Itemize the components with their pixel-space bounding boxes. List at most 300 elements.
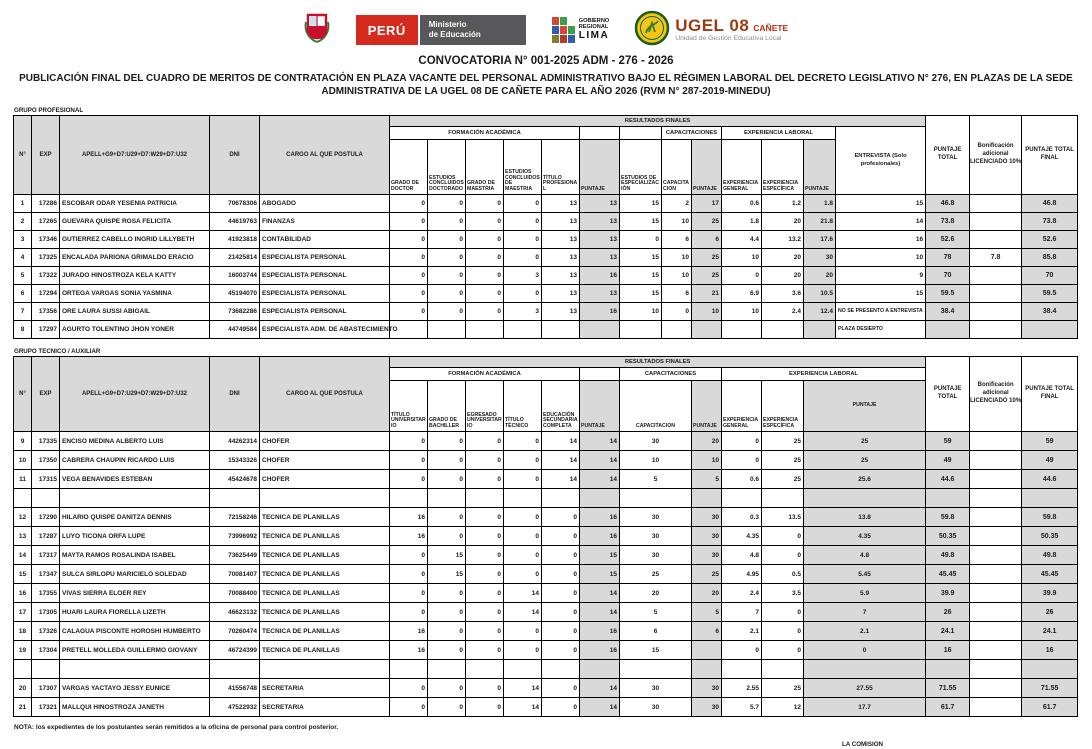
cell: 14 bbox=[504, 698, 542, 717]
cell: 0 bbox=[466, 508, 504, 527]
cell: 17350 bbox=[32, 451, 60, 470]
ugel-region: CAÑETE bbox=[753, 23, 789, 34]
caption-grupo-tecnico: GRUPO TECNICO / AUXILIAR bbox=[14, 348, 101, 355]
table-row bbox=[14, 698, 1078, 717]
cell: 72158246 bbox=[210, 508, 260, 527]
cell bbox=[580, 321, 620, 339]
cell: 16 bbox=[580, 267, 620, 285]
cell: 25 bbox=[620, 565, 692, 584]
cell: PRETELL MOLLEDA GUILLERMO GIOVANY bbox=[60, 641, 210, 660]
cell: 15 bbox=[620, 249, 662, 267]
table-row bbox=[14, 641, 1078, 660]
cell: 14 bbox=[836, 213, 926, 231]
col-header-exp: EXP bbox=[32, 116, 60, 195]
cell: 14 bbox=[504, 603, 542, 622]
cell bbox=[504, 321, 542, 339]
cell: 0 bbox=[428, 213, 466, 231]
cell: 13 bbox=[580, 249, 620, 267]
cell: 4.8 bbox=[804, 546, 926, 565]
col-header-dni: DNI bbox=[210, 116, 260, 195]
cell bbox=[260, 489, 390, 508]
cell bbox=[620, 660, 692, 679]
signature-la-comision: LA COMISION bbox=[842, 741, 884, 748]
col-header-puntaje-total: PUNTAJE TOTAL bbox=[926, 357, 970, 432]
cell: 10 bbox=[722, 249, 762, 267]
col-header-titulo-profesional: TÍTULO PROFESIONAL bbox=[542, 140, 580, 195]
cell: 0 bbox=[428, 584, 466, 603]
cell: 78 bbox=[926, 249, 970, 267]
col-header-puntaje-formacion: PUNTAJE bbox=[580, 140, 620, 195]
cell bbox=[260, 660, 390, 679]
cell: 30 bbox=[620, 546, 692, 565]
cell: 17290 bbox=[32, 508, 60, 527]
cell: 30 bbox=[620, 698, 692, 717]
cell: 0 bbox=[390, 470, 428, 489]
cell: 52.6 bbox=[926, 231, 970, 249]
cell: 0 bbox=[466, 231, 504, 249]
grl-line3: LIMA bbox=[578, 29, 610, 41]
cell: VARGAS YACTAYO JESSY EUNICE bbox=[60, 679, 210, 698]
cell bbox=[14, 660, 32, 679]
cell: 0 bbox=[504, 213, 542, 231]
cell: 10 bbox=[620, 451, 692, 470]
section-grupo-profesional bbox=[0, 107, 1092, 339]
cell: 6 bbox=[620, 622, 692, 641]
col-header-titulo-universitario: TÍTULO UNIVERSITARIO bbox=[390, 381, 428, 432]
cell bbox=[970, 546, 1022, 565]
cell: 0 bbox=[390, 679, 428, 698]
cell: 44749584 bbox=[210, 321, 260, 339]
cell bbox=[970, 285, 1022, 303]
cell: 25 bbox=[692, 213, 722, 231]
cell: 45.45 bbox=[1022, 565, 1078, 584]
col-header-n: N° bbox=[14, 116, 32, 195]
col-header-puntaje-capacitaciones: PUNTAJE bbox=[692, 140, 722, 195]
cell: 16 bbox=[580, 508, 620, 527]
cell bbox=[692, 321, 722, 339]
cell: 0 bbox=[762, 603, 804, 622]
cell: 30 bbox=[620, 679, 692, 698]
cell: 50.35 bbox=[926, 527, 970, 546]
cell: 0 bbox=[762, 527, 804, 546]
cell bbox=[428, 321, 466, 339]
cell: 70678306 bbox=[210, 195, 260, 213]
cell: 13 bbox=[542, 195, 580, 213]
cell: 0 bbox=[504, 195, 542, 213]
group-header-experiencia-laboral: EXPERIENCIA LABORAL bbox=[722, 127, 836, 140]
col-header-educacion-secundaria: EDUCACIÓN SECUNDARIA COMPLETA bbox=[542, 381, 580, 432]
cell: 4.35 bbox=[722, 527, 762, 546]
cell bbox=[926, 321, 970, 339]
cell bbox=[970, 267, 1022, 285]
col-header-experiencia-general: EXPERIENCIA GENERAL bbox=[722, 381, 762, 432]
cell bbox=[32, 489, 60, 508]
cell bbox=[580, 660, 620, 679]
cell: 30 bbox=[692, 508, 722, 527]
section-grupo-tecnico bbox=[0, 348, 1092, 717]
cell: 0 bbox=[722, 451, 762, 470]
cell bbox=[970, 565, 1022, 584]
cell bbox=[970, 622, 1022, 641]
cell: 41556748 bbox=[210, 679, 260, 698]
col-header-apellidos: APELL+G9+D7:U29+D7:W29+D7:U32 bbox=[60, 116, 210, 195]
cell: SULCA SIRLOPU MARICIELO SOLEDAD bbox=[60, 565, 210, 584]
cell: 20 bbox=[14, 679, 32, 698]
ugel-subtitle: Unidad de Gestión Educativa Local bbox=[675, 35, 782, 43]
cell: SECRETARIA bbox=[260, 679, 390, 698]
col-header-n: N° bbox=[14, 357, 32, 432]
cell: 7.8 bbox=[970, 249, 1022, 267]
cell bbox=[466, 321, 504, 339]
cell: 21.8 bbox=[804, 213, 836, 231]
cell: 0 bbox=[390, 432, 428, 451]
cell bbox=[692, 489, 722, 508]
ministerio-educacion-block bbox=[420, 15, 526, 45]
cell: 0 bbox=[466, 622, 504, 641]
group-header-resultados-finales: RESULTADOS FINALES bbox=[390, 357, 926, 368]
cell: 25 bbox=[762, 451, 804, 470]
cell bbox=[804, 321, 836, 339]
peru-flag-block: PERÚ bbox=[356, 15, 418, 45]
cell: 3.6 bbox=[762, 285, 804, 303]
cell: 0 bbox=[542, 508, 580, 527]
cell: 0 bbox=[466, 679, 504, 698]
grl-mosaic-icon bbox=[552, 17, 575, 43]
grl-line1: GOBIERNO bbox=[578, 18, 610, 25]
cell: 15 bbox=[580, 565, 620, 584]
cell: 0 bbox=[466, 641, 504, 660]
cell: 8 bbox=[14, 321, 32, 339]
col-header-egresado-universitario: EGRESADO UNIVERSITARIO bbox=[466, 381, 504, 432]
cell: 14 bbox=[580, 470, 620, 489]
cell: 0 bbox=[466, 249, 504, 267]
group-header-experiencia-laboral: EXPERIENCIA LABORAL bbox=[722, 368, 926, 381]
col-header-puntaje-experiencia: PUNTAJE bbox=[804, 140, 836, 195]
cell: 24.1 bbox=[1022, 622, 1078, 641]
cell: 1.8 bbox=[804, 195, 836, 213]
cell bbox=[428, 489, 466, 508]
cell: 46724399 bbox=[210, 641, 260, 660]
cell: 46.8 bbox=[1022, 195, 1078, 213]
cell: 14 bbox=[542, 470, 580, 489]
table-row bbox=[14, 584, 1078, 603]
cell: CHOFER bbox=[260, 451, 390, 470]
cell: TECNICA DE PLANILLAS bbox=[260, 527, 390, 546]
cell: 0 bbox=[428, 303, 466, 321]
cell: 0 bbox=[504, 451, 542, 470]
cell: 15 bbox=[620, 641, 692, 660]
cell: 13 bbox=[542, 303, 580, 321]
cell: 0 bbox=[762, 622, 804, 641]
cell: 30 bbox=[804, 249, 836, 267]
cell bbox=[390, 660, 428, 679]
col-header-puntaje-total-final: PUNTAJE TOTAL FINAL bbox=[1022, 357, 1078, 432]
cell: 10 bbox=[14, 451, 32, 470]
cell: 70 bbox=[926, 267, 970, 285]
cell: 61.7 bbox=[926, 698, 970, 717]
spacer-row bbox=[14, 489, 1078, 508]
cell: 0 bbox=[428, 508, 466, 527]
cell: 5 bbox=[620, 603, 692, 622]
cell: 2.55 bbox=[722, 679, 762, 698]
cell: 13 bbox=[542, 249, 580, 267]
table-row bbox=[14, 267, 1078, 285]
col-header-estudios-maestria: ESTUDIOS CONCLUIDOS DE MAESTRIA bbox=[504, 140, 542, 195]
cell: 73625449 bbox=[210, 546, 260, 565]
cell: JURADO HINOSTROZA KELA KATTY bbox=[60, 267, 210, 285]
cell: ABOGADO bbox=[260, 195, 390, 213]
cell: 0 bbox=[504, 249, 542, 267]
cell: 0 bbox=[762, 641, 804, 660]
cell: ENCALADA PARIONA GRIMALDO ERACIO bbox=[60, 249, 210, 267]
cell: 16 bbox=[580, 527, 620, 546]
table-row bbox=[14, 213, 1078, 231]
cell bbox=[970, 195, 1022, 213]
cell: CHOFER bbox=[260, 432, 390, 451]
cell: VIVAS SIERRA ELOER REY bbox=[60, 584, 210, 603]
cell: 13 bbox=[580, 213, 620, 231]
cell bbox=[762, 660, 804, 679]
cell: 13 bbox=[542, 285, 580, 303]
cell: 2.1 bbox=[722, 622, 762, 641]
cell: 0 bbox=[428, 267, 466, 285]
col-header-capacitacion: CAPACITACION bbox=[662, 140, 692, 195]
cell: 0 bbox=[542, 584, 580, 603]
cell: 15 bbox=[580, 546, 620, 565]
cell: 70260474 bbox=[210, 622, 260, 641]
cell: 0 bbox=[428, 603, 466, 622]
cell: 0 bbox=[390, 584, 428, 603]
cell bbox=[466, 489, 504, 508]
cell: 0 bbox=[428, 432, 466, 451]
cell: 20 bbox=[692, 432, 722, 451]
cell: 0 bbox=[504, 546, 542, 565]
cell: 12.4 bbox=[804, 303, 836, 321]
publication-title: PUBLICACIÓN FINAL DEL CUADRO DE MERITOS DE CONTRATACIÓN EN PLAZA VACANTE DEL PERSONAL ADMINISTRATIVO BAJO EL RÉGIMEN LABORAL DEL DECRETO LEGISLATIVO N° 276, EN PLAZAS DE LA SEDE ADMINISTRATIVA DE LA UGEL 08 DE CAÑETE PARA EL AÑO 2026 (RVM N° 287-2019-MINEDU) bbox=[19, 73, 1073, 97]
cell: 10 bbox=[662, 267, 692, 285]
cell: 52.6 bbox=[1022, 231, 1078, 249]
cell bbox=[970, 213, 1022, 231]
col-header-capacitacion: CAPACITACION bbox=[620, 381, 692, 432]
cell: 59.5 bbox=[926, 285, 970, 303]
cell bbox=[504, 489, 542, 508]
cell: 70081407 bbox=[210, 565, 260, 584]
cell: 16 bbox=[580, 641, 620, 660]
cell: 16 bbox=[390, 508, 428, 527]
col-header-grado-bachiller: GRADO DE BACHILLER bbox=[428, 381, 466, 432]
cell: PLAZA DESIERTO bbox=[836, 321, 926, 339]
table-row bbox=[14, 508, 1078, 527]
cell: 15 bbox=[620, 213, 662, 231]
cell: 20 bbox=[762, 249, 804, 267]
group-header-blank-1 bbox=[580, 127, 620, 140]
cell: 6.9 bbox=[722, 285, 762, 303]
cell: 13.2 bbox=[762, 231, 804, 249]
cell bbox=[926, 660, 970, 679]
cell bbox=[970, 303, 1022, 321]
cell: 14 bbox=[14, 546, 32, 565]
cell: 12 bbox=[14, 508, 32, 527]
cell: 0 bbox=[428, 527, 466, 546]
cell: 17335 bbox=[32, 432, 60, 451]
cell: 0 bbox=[428, 231, 466, 249]
cell: 4 bbox=[14, 249, 32, 267]
cell: 17326 bbox=[32, 622, 60, 641]
cell: 49 bbox=[926, 451, 970, 470]
cell: 16 bbox=[1022, 641, 1078, 660]
cell: 0.6 bbox=[722, 470, 762, 489]
cell: 49.8 bbox=[926, 546, 970, 565]
col-header-grado-maestria: GRADO DE MAESTRIA bbox=[466, 140, 504, 195]
cell: 3 bbox=[14, 231, 32, 249]
cell: ESPECIALISTA PERSONAL bbox=[260, 249, 390, 267]
cell: 0 bbox=[504, 432, 542, 451]
cell: 13.8 bbox=[804, 508, 926, 527]
cell: 17305 bbox=[32, 603, 60, 622]
cell: 25 bbox=[762, 470, 804, 489]
table-row bbox=[14, 603, 1078, 622]
cell: 26 bbox=[1022, 603, 1078, 622]
cell: 71.55 bbox=[1022, 679, 1078, 698]
group-header-formacion-academica: FORMACIÓN ACADÉMICA bbox=[390, 368, 580, 381]
cell: 25 bbox=[692, 249, 722, 267]
cell: ORE LAURA SUSSI ABIGAIL bbox=[60, 303, 210, 321]
cell: 2.4 bbox=[762, 303, 804, 321]
spacer-row bbox=[14, 660, 1078, 679]
cell: 17355 bbox=[32, 584, 60, 603]
cell: HILARIO QUISPE DANITZA DENNIS bbox=[60, 508, 210, 527]
org-header bbox=[0, 12, 1092, 48]
col-header-experiencia-especifica: EXPERIENCIA ESPECÍFICA bbox=[762, 381, 804, 432]
cell: FINANZAS bbox=[260, 213, 390, 231]
cell: 0 bbox=[466, 195, 504, 213]
ugel-emblem-icon bbox=[635, 11, 669, 50]
cell: 3 bbox=[504, 267, 542, 285]
cell: 26 bbox=[926, 603, 970, 622]
cell: 13 bbox=[580, 195, 620, 213]
cell: 0.5 bbox=[762, 565, 804, 584]
ministerio-line2: de Educación bbox=[428, 30, 481, 39]
cell: 0 bbox=[390, 267, 428, 285]
cell: 15 bbox=[836, 195, 926, 213]
cell: 44.6 bbox=[1022, 470, 1078, 489]
cell: 17 bbox=[692, 195, 722, 213]
cell: 73.8 bbox=[1022, 213, 1078, 231]
cell: 17307 bbox=[32, 679, 60, 698]
cell: 17322 bbox=[32, 267, 60, 285]
cell: 5 bbox=[692, 603, 722, 622]
cell: 25.6 bbox=[804, 470, 926, 489]
cell: 16 bbox=[14, 584, 32, 603]
cell: 0 bbox=[504, 641, 542, 660]
cell: 0 bbox=[466, 698, 504, 717]
cell: 39.9 bbox=[926, 584, 970, 603]
cell: 0 bbox=[542, 546, 580, 565]
cell: 41923818 bbox=[210, 231, 260, 249]
cell: 17.7 bbox=[804, 698, 926, 717]
col-header-exp: EXP bbox=[32, 357, 60, 432]
cell bbox=[1022, 489, 1078, 508]
col-header-bonificacion: Bonificación adicional LICENCIADO 10% bbox=[970, 116, 1022, 195]
col-header-puntaje-experiencia: PUNTAJE bbox=[804, 381, 926, 432]
cell: ORTEGA VARGAS SONIA YASMINA bbox=[60, 285, 210, 303]
col-header-estudios-doctorado: ESTUDIOS CONCLUIDOS DOCTORADO bbox=[428, 140, 466, 195]
cell: NO SE PRESENTO A ENTREVISTA bbox=[836, 303, 926, 321]
cell: ESCOBAR ODAR YESENIA PATRICIA bbox=[60, 195, 210, 213]
cell: 17315 bbox=[32, 470, 60, 489]
col-header-estudios-especializacion: ESTUDIOS DE ESPECIALIZACIÓN bbox=[620, 140, 662, 195]
cell: 10 bbox=[722, 303, 762, 321]
cell: ENCISO MEDINA ALBERTO LUIS bbox=[60, 432, 210, 451]
cell bbox=[970, 527, 1022, 546]
cell: 0 bbox=[428, 679, 466, 698]
cell: 0 bbox=[466, 213, 504, 231]
cell: 73996992 bbox=[210, 527, 260, 546]
cell: 2 bbox=[14, 213, 32, 231]
group-header-blank-1 bbox=[580, 368, 620, 381]
cell bbox=[804, 489, 926, 508]
cell bbox=[722, 321, 762, 339]
cell: 0 bbox=[466, 285, 504, 303]
cell: 0 bbox=[466, 470, 504, 489]
cell: 0 bbox=[804, 641, 926, 660]
cell: 6 bbox=[14, 285, 32, 303]
cell: 15 bbox=[620, 267, 662, 285]
cell: 70088400 bbox=[210, 584, 260, 603]
cell: 0 bbox=[390, 565, 428, 584]
cell: 17294 bbox=[32, 285, 60, 303]
table-row bbox=[14, 432, 1078, 451]
cell: TECNICA DE PLANILLAS bbox=[260, 508, 390, 527]
cell bbox=[970, 584, 1022, 603]
cell: 0 bbox=[542, 565, 580, 584]
col-header-cargo: CARGO AL QUE POSTULA bbox=[260, 116, 390, 195]
cell: 3 bbox=[504, 303, 542, 321]
cell: 15 bbox=[428, 565, 466, 584]
minedu-logo bbox=[356, 15, 526, 45]
cell: 10.5 bbox=[804, 285, 836, 303]
cell bbox=[542, 321, 580, 339]
cell: 5 bbox=[620, 470, 692, 489]
cell: 17325 bbox=[32, 249, 60, 267]
cell: 16 bbox=[580, 622, 620, 641]
cell: 24.1 bbox=[926, 622, 970, 641]
ministerio-line1: Ministerio bbox=[428, 20, 467, 30]
cell bbox=[970, 508, 1022, 527]
cell: 7 bbox=[804, 603, 926, 622]
cell: 59 bbox=[1022, 432, 1078, 451]
merit-table-tecnico bbox=[13, 356, 1078, 717]
cell: 0 bbox=[466, 303, 504, 321]
cell: 4.35 bbox=[804, 527, 926, 546]
cell: 14 bbox=[580, 603, 620, 622]
col-header-puntaje-capacitaciones: PUNTAJE bbox=[692, 381, 722, 432]
cell: 5 bbox=[692, 470, 722, 489]
cell bbox=[542, 489, 580, 508]
table-row bbox=[14, 195, 1078, 213]
cell: ESPECIALISTA PERSONAL bbox=[260, 303, 390, 321]
group-header-resultados-finales: RESULTADOS FINALES bbox=[390, 116, 926, 127]
cell bbox=[662, 321, 692, 339]
cell: 0 bbox=[390, 231, 428, 249]
cell: GUEVARA QUISPE ROSA FELICITA bbox=[60, 213, 210, 231]
cell: 25 bbox=[762, 432, 804, 451]
cell: 73682286 bbox=[210, 303, 260, 321]
cell: 14 bbox=[580, 451, 620, 470]
cell: 0 bbox=[428, 285, 466, 303]
cell bbox=[804, 660, 926, 679]
cell: 0 bbox=[504, 622, 542, 641]
